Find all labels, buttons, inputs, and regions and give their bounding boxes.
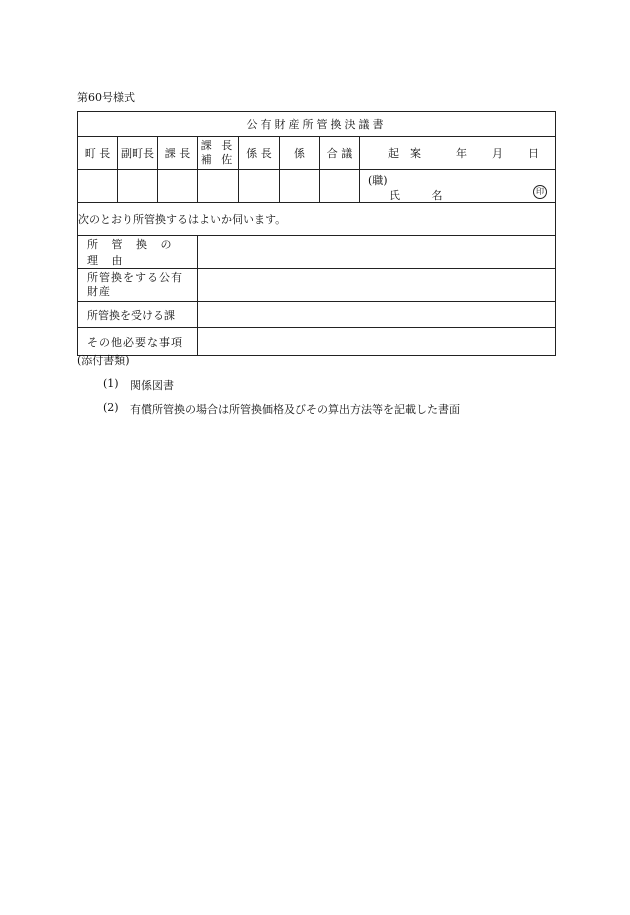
public-asset-field[interactable] <box>198 269 556 302</box>
header-sub-chief: 係 長 <box>239 137 280 170</box>
stamp-box-assistant-chief[interactable] <box>198 170 239 203</box>
reason-label: 所 管 換 の 理 由 <box>78 236 198 269</box>
attachment-text: 関係図書 <box>130 379 174 392</box>
header-assistant-chief <box>198 137 239 170</box>
attachment-number: (1) <box>103 377 119 390</box>
receiving-dept-label: 所管換を受ける課 <box>78 302 198 328</box>
header-year-label: 年 <box>456 147 467 160</box>
header-assistant-line2: 補 佐 <box>200 153 236 166</box>
stamp-box-section-chief[interactable] <box>158 170 198 203</box>
other-matters-field[interactable] <box>198 328 556 356</box>
seal-mark: 印 <box>533 185 547 199</box>
header-day-label: 日 <box>528 147 539 160</box>
stamp-box-sub-chief[interactable] <box>239 170 280 203</box>
decision-form-table <box>77 111 556 356</box>
header-deputy-mayor: 副町長 <box>118 137 158 170</box>
header-staff: 係 <box>280 137 320 170</box>
attachment-item <box>103 401 460 417</box>
stamp-box-deputy-mayor[interactable] <box>118 170 158 203</box>
header-drafted-date <box>360 137 556 170</box>
attachment-number: (2) <box>103 401 119 414</box>
attachments-title: (添付書類) <box>77 354 130 367</box>
position-label: (職) <box>368 174 388 187</box>
drafter-signature-box[interactable] <box>360 170 556 203</box>
public-asset-label-line2: 財産 <box>87 285 111 298</box>
public-asset-label <box>78 269 198 302</box>
form-title: 公有財産所管換決議書 <box>78 112 556 137</box>
form-number: 第60号様式 <box>77 91 135 104</box>
header-month-label: 月 <box>492 147 503 160</box>
name-label: 氏 名 <box>389 189 457 202</box>
header-mayor: 町 長 <box>78 137 118 170</box>
header-assistant-line1: 課 長 <box>200 139 236 152</box>
public-asset-label-line1: 所管換をする公有 <box>87 271 183 284</box>
attachment-text: 有償所管換の場合は所管換価格及びその算出方法等を記載した書面 <box>130 403 460 416</box>
stamp-box-mayor[interactable] <box>78 170 118 203</box>
reason-field[interactable] <box>198 236 556 269</box>
header-section-chief: 課 長 <box>158 137 198 170</box>
approval-request-message: 次のとおり所管換するはよいか伺います。 <box>78 203 556 236</box>
receiving-dept-field[interactable] <box>198 302 556 328</box>
stamp-box-consultation[interactable] <box>320 170 360 203</box>
header-drafted-label: 起 案 <box>388 147 421 160</box>
stamp-box-staff[interactable] <box>280 170 320 203</box>
header-consultation: 合 議 <box>320 137 360 170</box>
attachment-item <box>103 377 174 393</box>
other-matters-label: その他必要な事項 <box>78 328 198 356</box>
